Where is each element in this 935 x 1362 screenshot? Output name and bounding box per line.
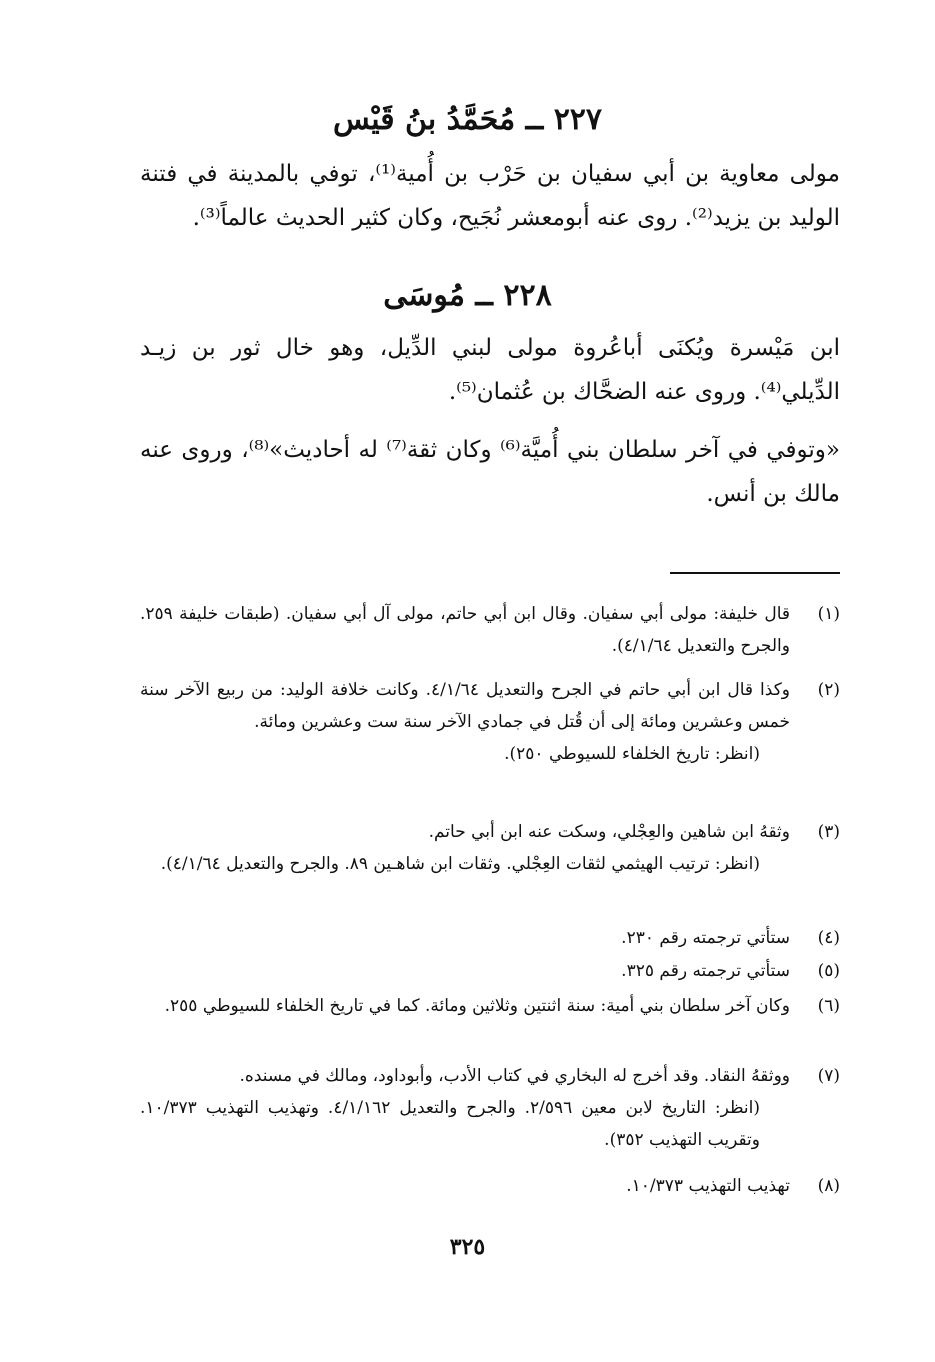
entry-228-paragraph-2: «وتوفي في آخر سلطان بني أُميَّة⁽⁶⁾ وكان ثقة⁽⁷⁾ له أحاديث»⁽⁸⁾، وروى عنه مالك بن أنس. — [140, 437, 840, 507]
footnote-reference: (انظر: التاريخ لابن معين ٢/٥٩٦. والجرح والتعديل ٤/١/١٦٢. وتهذيب التهذيب ١٠/٣٧٣. وتقريب التهذيب ٣٥٢). — [140, 1098, 760, 1150]
footnote-text: وكان آخر سلطان بني أمية: سنة اثنتين وثلاثين ومائة. كما في تاريخ الخلفاء للسيوطي ٢٥٥. — [164, 996, 790, 1016]
footnote-text: ستأتي ترجمته رقم ٢٣٠. — [621, 928, 790, 948]
footnote-2 — [140, 674, 840, 770]
footnote-5 — [140, 955, 840, 987]
footnote-text: ستأتي ترجمته رقم ٣٢٥. — [621, 961, 790, 981]
footnote-3 — [140, 816, 840, 880]
footnote-text: وثقهُ ابن شاهين والعِجْلي، وسكت عنه ابن أبي حاتم. — [428, 822, 790, 842]
footnote-number: (٧) — [817, 1066, 840, 1086]
entry-title-227: ٢٢٧ ــ مُحَمَّدُ بنُ قَيْس — [332, 102, 603, 137]
footnote-text: تهذيب التهذيب ١٠/٣٧٣. — [626, 1176, 790, 1196]
entry-228-paragraph-1: ابن مَيْسرة ويُكنَى أباعُروة مولى لبني الدِّيل، وهو خال ثور بن زيـد الدِّيلي⁽⁴⁾. وروى عنه الضحَّاك بن عُثمان⁽⁵⁾. — [140, 335, 840, 405]
entry-title-228: ٢٢٨ ــ مُوسَى — [383, 278, 552, 313]
footnote-text: قال خليفة: مولى أبي سفيان. وقال ابن أبي حاتم، مولى آل أبي سفيان. (طبقات خليفة ٢٥٩. والجرح والتعديل ٤/١/٦٤). — [140, 604, 790, 656]
footnote-reference: (انظر: ترتيب الهيثمي لثقات العِجْلي. وثقات ابن شاهـين ٨٩. والجرح والتعديل ٤/١/٦٤). — [160, 854, 760, 874]
footnote-number: (١) — [817, 604, 840, 624]
footnote-7 — [140, 1060, 840, 1156]
footnote-number: (٢) — [817, 680, 840, 700]
footnote-text: ووثقهُ النقاد. وقد أخرج له البخاري في كتاب الأدب، وأبوداود، ومالك في مسنده. — [239, 1066, 790, 1086]
footnote-number: (٦) — [817, 996, 840, 1016]
footnote-number: (٣) — [817, 822, 840, 842]
page-number: ٣٢٥ — [449, 1234, 486, 1260]
footnote-separator — [670, 572, 840, 574]
footnote-reference: (انظر: تاريخ الخلفاء للسيوطي ٢٥٠). — [504, 744, 760, 764]
entry-227-paragraph: مولى معاوية بن أبي سفيان بن حَرْب بن أُمية⁽¹⁾، توفي بالمدينة في فتنة الوليد بن يزيد⁽²⁾. روى عنه أبومعشر نُجَيح، وكان كثير الحديث عالماً⁽³⁾. — [140, 161, 840, 231]
footnote-1 — [140, 598, 840, 662]
footnote-6 — [140, 990, 840, 1022]
footnote-8 — [140, 1170, 840, 1202]
footnote-text: وكذا قال ابن أبي حاتم في الجرح والتعديل ٤/١/٦٤. وكانت خلافة الوليد: من ربيع الآخر سنة خمس وعشرين ومائة إلى أن قُتل في جمادي الآخر سنة ست وعشرين ومائة. — [140, 680, 790, 732]
footnote-number: (٥) — [817, 961, 840, 981]
footnote-4 — [140, 922, 840, 954]
footnote-number: (٤) — [817, 928, 840, 948]
footnote-number: (٨) — [817, 1176, 840, 1196]
